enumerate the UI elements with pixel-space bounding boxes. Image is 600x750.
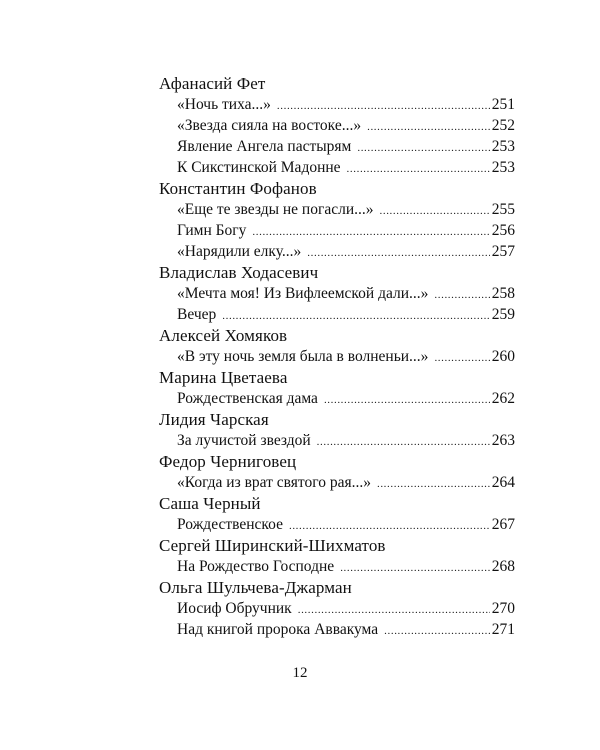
entry-title: Гимн Богу <box>177 222 247 239</box>
dot-leader <box>252 222 489 243</box>
dot-leader <box>347 159 490 180</box>
page-number: 12 <box>292 665 308 681</box>
entry-page: 260 <box>491 348 515 365</box>
toc-entry[interactable] <box>177 514 515 535</box>
author-name: Федор Черниговец <box>159 452 297 471</box>
entry-page: 263 <box>491 432 515 449</box>
dot-leader <box>307 243 489 264</box>
entry-page: 257 <box>491 243 515 260</box>
toc-entry[interactable] <box>177 619 515 640</box>
author-name: Марина Цветаева <box>159 368 288 387</box>
entry-page: 267 <box>491 516 515 533</box>
author-name: Ольга Шульчева-Джарман <box>159 578 352 597</box>
entry-page: 252 <box>491 117 515 134</box>
entry-title: Явление Ангела пастырям <box>177 138 352 155</box>
entry-title: «Звезда сияла на востоке...» <box>177 117 362 134</box>
entry-page: 253 <box>491 159 515 176</box>
entry-page: 271 <box>491 621 515 638</box>
entry-page: 256 <box>491 222 515 239</box>
entry-page: 258 <box>491 285 515 302</box>
toc-entry[interactable] <box>177 556 515 577</box>
entry-title: За лучистой звездой <box>177 432 311 449</box>
entry-title: Рождественское <box>177 516 283 533</box>
dot-leader <box>317 432 490 453</box>
toc-entry[interactable] <box>177 94 515 115</box>
entry-title: «Нарядили елку...» <box>177 243 302 260</box>
entry-page: 251 <box>491 96 515 113</box>
dot-leader <box>277 96 490 117</box>
dot-leader <box>377 474 490 495</box>
entry-title: К Сикстинской Мадонне <box>177 159 341 176</box>
entry-page: 264 <box>491 474 515 491</box>
toc-entry[interactable] <box>177 283 515 304</box>
entry-title: На Рождество Господне <box>177 558 335 575</box>
author-name: Сергей Ширинский-Шихматов <box>159 536 386 555</box>
dot-leader <box>434 285 489 306</box>
entry-page: 262 <box>491 390 515 407</box>
entry-title: Иосиф Обручник <box>177 600 292 617</box>
dot-leader <box>298 600 490 621</box>
dot-leader <box>380 201 490 222</box>
toc-entry[interactable] <box>177 199 515 220</box>
entry-title: «Ночь тиха...» <box>177 96 271 113</box>
dot-leader <box>289 516 490 537</box>
entry-page: 255 <box>491 201 515 218</box>
author-name: Владислав Ходасевич <box>159 263 319 282</box>
toc-entry[interactable] <box>177 157 515 178</box>
entry-page: 253 <box>491 138 515 155</box>
toc-entry[interactable] <box>177 430 515 451</box>
entry-title: «Когда из врат святого рая...» <box>177 474 371 491</box>
toc-entry[interactable] <box>177 598 515 619</box>
dot-leader <box>384 621 490 642</box>
author-name: Саша Черный <box>159 494 261 513</box>
entry-title: Вечер <box>177 306 217 323</box>
dot-leader <box>222 306 489 327</box>
entry-title: «В эту ночь земля была в волненьи...» <box>177 348 429 365</box>
toc-entry[interactable] <box>177 472 515 493</box>
entry-page: 270 <box>491 600 515 617</box>
entry-page: 259 <box>491 306 515 323</box>
toc-entry[interactable] <box>177 388 515 409</box>
dot-leader <box>340 558 490 579</box>
toc-entry[interactable] <box>177 220 515 241</box>
toc-entry[interactable] <box>177 136 515 157</box>
author-name: Алексей Хомяков <box>159 326 288 345</box>
author-name: Афанасий Фет <box>159 74 266 93</box>
entry-title: «Еще те звезды не погасли...» <box>177 201 374 218</box>
entry-title: Рождественская дама <box>177 390 318 407</box>
author-name: Лидия Чарская <box>159 410 269 429</box>
toc-entry[interactable] <box>177 304 515 325</box>
dot-leader <box>434 348 489 369</box>
author-name: Константин Фофанов <box>159 179 317 198</box>
entry-page: 268 <box>491 558 515 575</box>
entry-title: Над книгой пророка Аввакума <box>177 621 379 638</box>
dot-leader <box>324 390 490 411</box>
toc-entry[interactable] <box>177 241 515 262</box>
dot-leader <box>367 117 490 138</box>
entry-title: «Мечта моя! Из Вифлеемской дали...» <box>177 285 429 302</box>
toc-entry[interactable] <box>177 346 515 367</box>
dot-leader <box>357 138 489 159</box>
toc-entry[interactable] <box>177 115 515 136</box>
table-of-contents <box>159 73 515 640</box>
